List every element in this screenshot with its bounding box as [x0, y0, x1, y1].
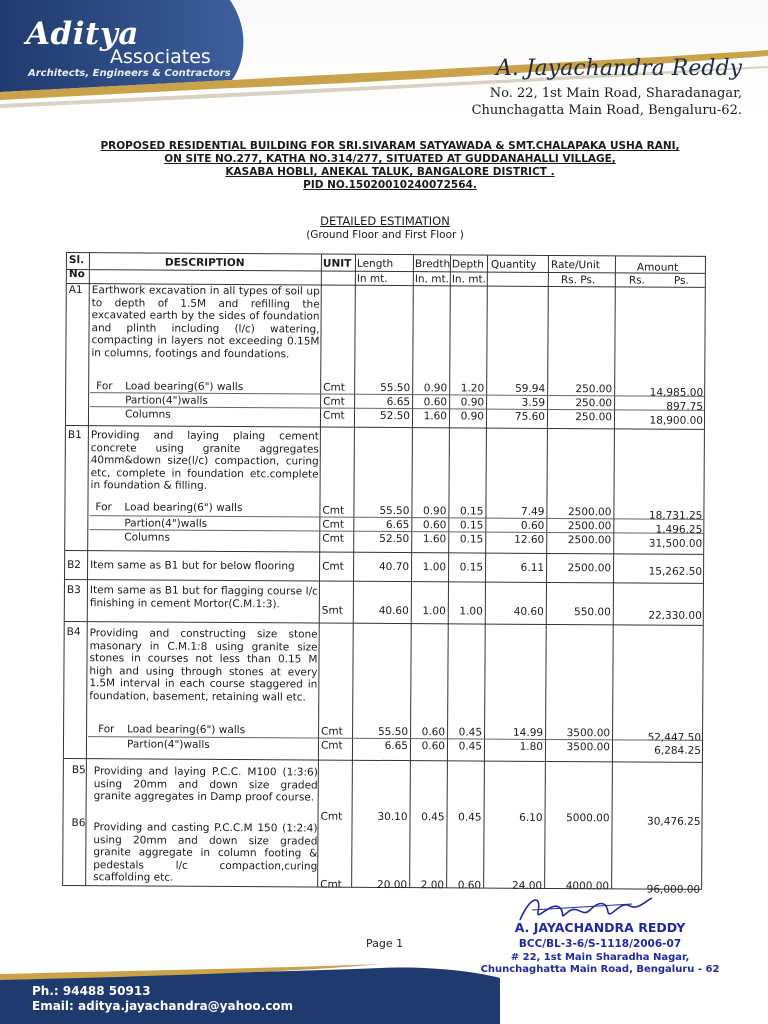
header-rate-unit: Rs. Ps. — [560, 274, 596, 287]
row-amount: 18,731.25 — [648, 509, 703, 522]
item-sl-b4: B4 — [66, 626, 81, 639]
row-amount: 14,985.00 — [649, 386, 704, 399]
header-depth: Depth — [451, 258, 484, 271]
row-unit: Cmt — [320, 878, 342, 891]
row-length: 52.50 — [379, 532, 410, 546]
row-rate: 250.00 — [575, 411, 613, 424]
row-qty: 6.11 — [520, 561, 545, 574]
row-rate: 2500.00 — [567, 562, 612, 575]
table-row — [65, 531, 703, 550]
row-unit: Cmt — [322, 518, 345, 531]
row-breadth: 0.90 — [423, 382, 448, 395]
stamp-address-1: # 22, 1st Main Sharadha Nagar, — [510, 952, 690, 963]
item-sl-a1: A1 — [68, 284, 83, 297]
section-divider — [64, 758, 702, 763]
row-length: 40.60 — [378, 604, 409, 618]
row-depth: 0.15 — [459, 561, 484, 574]
row-depth: 0.90 — [460, 396, 485, 409]
item-sl-b3: B3 — [66, 584, 81, 597]
header-amount-rs: Rs. — [628, 274, 645, 287]
row-unit: Cmt — [321, 725, 343, 738]
row-depth: 0.60 — [457, 879, 482, 892]
stamp-registration: BCC/BL-3-6/S-1118/2006-07 — [518, 938, 682, 950]
item-desc-b5: Providing and laying P.C.C. M100 (1:3:6) using 20mm and down size graded granite aggregates in Damp proof course. — [93, 765, 318, 804]
row-qty: 1.80 — [519, 740, 544, 753]
row-breadth: 1.60 — [422, 533, 447, 546]
item-desc-b6: Providing and casting P.C.C.M 150 (1:2:4) using 20mm and down size graded granite aggregate in column footing & pedestals l/c compaction,curing scaffolding etc. — [93, 821, 318, 885]
header-description: DESCRIPTION — [164, 256, 245, 270]
row-length: 6.65 — [384, 739, 409, 753]
row-length: 6.65 — [386, 395, 411, 409]
header-sl-no: No — [68, 268, 85, 281]
project-title-line-1: PROPOSED RESIDENTIAL BUILDING FOR SRI.SIVARAM SATYAWADA & SMT.CHALAPAKA USHA RANI, — [100, 140, 680, 152]
row-label: Partion(4")walls — [124, 517, 208, 530]
row-rate: 2500.00 — [567, 520, 612, 533]
for-label: For — [96, 380, 113, 393]
header-length-unit: In mt. — [356, 272, 388, 285]
row-unit: Cmt — [323, 381, 345, 394]
letterhead — [0, 0, 768, 118]
header-amount-ps: Ps. — [673, 274, 689, 287]
stamp-address-2: Chunchaghatta Main Road, Bengaluru - 62 — [480, 964, 720, 975]
row-rate: 4000.00 — [565, 880, 610, 893]
row-qty: 14.99 — [512, 726, 544, 739]
row-qty: 7.49 — [520, 505, 545, 518]
row-qty: 59.94 — [515, 382, 546, 395]
row-breadth: 0.60 — [421, 740, 446, 753]
address-line-2: Chunchagatta Main Road, Bengaluru-62. — [471, 103, 742, 118]
brand-subtitle: Associates — [110, 46, 211, 68]
header-sl: Sl. — [68, 254, 85, 267]
footer-phone: Ph.: 94488 50913 — [32, 984, 151, 998]
brand-name: Aditya — [26, 16, 139, 52]
row-rate: 3500.00 — [566, 727, 611, 740]
row-label: Columns — [124, 408, 171, 421]
row-breadth: 0.90 — [422, 505, 447, 518]
row-breadth: 1.00 — [422, 561, 447, 574]
row-unit: Cmt — [323, 395, 345, 408]
address-line-1: No. 22, 1st Main Road, Sharadanagar, — [489, 86, 742, 101]
row-rate: 250.00 — [575, 397, 613, 410]
row-length: 30.10 — [377, 810, 408, 824]
row-amount: 30,476.25 — [647, 815, 701, 828]
row-qty: 75.60 — [514, 410, 546, 423]
row-label: Columns — [124, 531, 170, 544]
row-rate: 2500.00 — [567, 534, 612, 547]
row-amount: 96,000.00 — [646, 883, 701, 896]
row-qty: 0.60 — [520, 519, 545, 532]
row-label: Load bearing(6") walls — [124, 501, 243, 515]
project-title — [60, 140, 720, 192]
row-unit: Cmt — [320, 739, 343, 752]
row-length: 52.50 — [379, 409, 411, 423]
row-rate: 550.00 — [574, 606, 611, 619]
row-label: Load bearing(6") walls — [127, 723, 246, 737]
row-depth: 0.45 — [458, 811, 482, 824]
header-amount: Amount — [636, 261, 679, 274]
owner-address — [472, 85, 742, 119]
table-row — [65, 603, 703, 622]
row-rate: 3500.00 — [566, 741, 611, 754]
row-rate: 250.00 — [575, 383, 613, 396]
project-title-line-4: PID NO.150200102400725​64. — [303, 179, 477, 191]
row-amount: 18,900.00 — [649, 414, 704, 427]
row-amount: 31,500.00 — [648, 537, 703, 550]
row-depth: 0.45 — [458, 740, 483, 753]
row-unit: Cmt — [322, 532, 344, 545]
row-label: Partion(4")walls — [126, 738, 210, 751]
for-label: For — [95, 501, 112, 514]
item-desc-b1: Providing and laying plaing cement concrete using granite aggregates 40mm&down size(l/c) compaction, curing etc, complete in foundation etc.complete in foundation & filling. — [90, 429, 319, 493]
row-depth: 1.20 — [460, 382, 485, 395]
footer-email[interactable]: Email: aditya.jayachandra@yahoo.com — [32, 999, 294, 1013]
table-row — [64, 738, 702, 757]
row-length: 40.70 — [378, 560, 410, 574]
row-label: Load bearing(6") walls — [125, 380, 244, 394]
header-unit: UNIT — [322, 257, 352, 270]
section-divider — [65, 579, 703, 584]
item-desc-a1: Earthwork excavation in all types of soil up to depth of 1.5M and refilling the excavated earth by the sides of foundation and plinth including (l/c) watering, compacting in layers not exceeding 0.15M in columns, footings and foundations. — [91, 284, 320, 361]
row-depth: 0.45 — [458, 726, 483, 739]
row-amount: 6,284.25 — [654, 744, 702, 757]
project-title-line-2: ON SITE NO.277, KATHA NO.314/277, SITUATED AT GUDDANAHALLI VILLAGE, — [164, 153, 616, 165]
header-rate: Rate/Unit — [550, 258, 600, 272]
table-row — [66, 408, 704, 427]
item-sl-b5: B5 — [71, 764, 86, 777]
item-sl-b6: B6 — [71, 817, 86, 830]
estimation-heading: DETAILED ESTIMATION — [320, 214, 450, 228]
header-breadth: Bredth — [414, 258, 451, 271]
project-title-line-3: KASABA HOBLI, ANEKAL TALUK, BANGALORE DISTRICT . — [225, 166, 555, 178]
header-depth-unit: In. mt. — [451, 273, 487, 286]
row-unit: Cmt — [322, 560, 344, 573]
stamp-name: A. JAYACHANDRA REDDY — [514, 920, 686, 935]
row-breadth: 0.60 — [423, 396, 448, 409]
section-divider — [65, 621, 703, 626]
row-length: 6.65 — [385, 518, 410, 532]
row-amount: 22,330.00 — [648, 609, 702, 622]
row-length: 20.00 — [377, 878, 408, 892]
row-depth: 0.15 — [459, 519, 484, 532]
item-sl-b2: B2 — [67, 559, 82, 572]
row-depth: 0.90 — [460, 410, 485, 423]
row-depth: 0.15 — [459, 505, 484, 518]
row-qty: 40.60 — [513, 605, 544, 618]
row-label: Partion(4")walls — [125, 394, 208, 407]
row-breadth: 2.00 — [420, 879, 445, 892]
item-desc-b3: Item same as B1 but for flagging course l/c finishing in cement Mortor(C.M.1:3). — [89, 584, 318, 610]
section-divider — [65, 550, 703, 555]
row-unit: Smt — [321, 604, 343, 617]
page-number: Page 1 — [366, 937, 404, 950]
row-qty: 3.59 — [521, 396, 546, 409]
item-sl-b1: B1 — [67, 429, 82, 442]
row-unit: Cmt — [320, 810, 343, 823]
row-breadth: 1.60 — [423, 410, 448, 423]
row-depth: 0.15 — [459, 533, 484, 546]
row-depth: 1.00 — [459, 605, 483, 618]
row-length: 55.50 — [379, 504, 410, 518]
row-breadth: 0.60 — [422, 519, 447, 532]
row-length: 55.50 — [380, 381, 411, 395]
owner-name: A. Jayachandra Reddy — [495, 56, 742, 81]
row-breadth: 0.45 — [421, 811, 445, 824]
for-label: For — [98, 723, 115, 736]
row-amount: 52,447.50 — [647, 731, 702, 744]
row-breadth: 1.00 — [422, 605, 446, 618]
row-qty: 6.10 — [519, 811, 543, 824]
table-row — [65, 559, 703, 578]
row-rate: 2500.00 — [567, 506, 612, 519]
header-breadth-unit: In. mt. — [414, 273, 450, 286]
row-amount: 1,496.25 — [655, 523, 703, 536]
row-breadth: 0.60 — [421, 726, 446, 739]
item-desc-b4: Providing and constructing size stone masonary in C.M.1:8 using granite size stones in courses not less than 0.15 M high and using through stones at every 1.5M interval in each course staggered in foundation, basement, retaining wall etc. — [89, 627, 318, 704]
estimation-subheading: (Ground Floor and First Floor ) — [306, 229, 464, 241]
item-desc-b2: Item same as B1 but for below flooring — [90, 559, 295, 573]
estimation-table — [62, 252, 706, 896]
header-length: Length — [356, 257, 394, 270]
row-qty: 24.00 — [512, 879, 543, 892]
row-rate: 5000.00 — [566, 812, 610, 825]
row-unit: Cmt — [322, 504, 345, 517]
row-amount: 15,262.50 — [648, 565, 703, 578]
row-unit: Cmt — [322, 409, 345, 422]
header-quantity: Quantity — [490, 258, 537, 271]
row-amount: 897.75 — [666, 400, 704, 413]
brand-tagline: Architects, Engineers & Contractors — [28, 68, 231, 79]
row-qty: 12.60 — [514, 533, 545, 546]
row-length: 55.50 — [377, 725, 409, 739]
